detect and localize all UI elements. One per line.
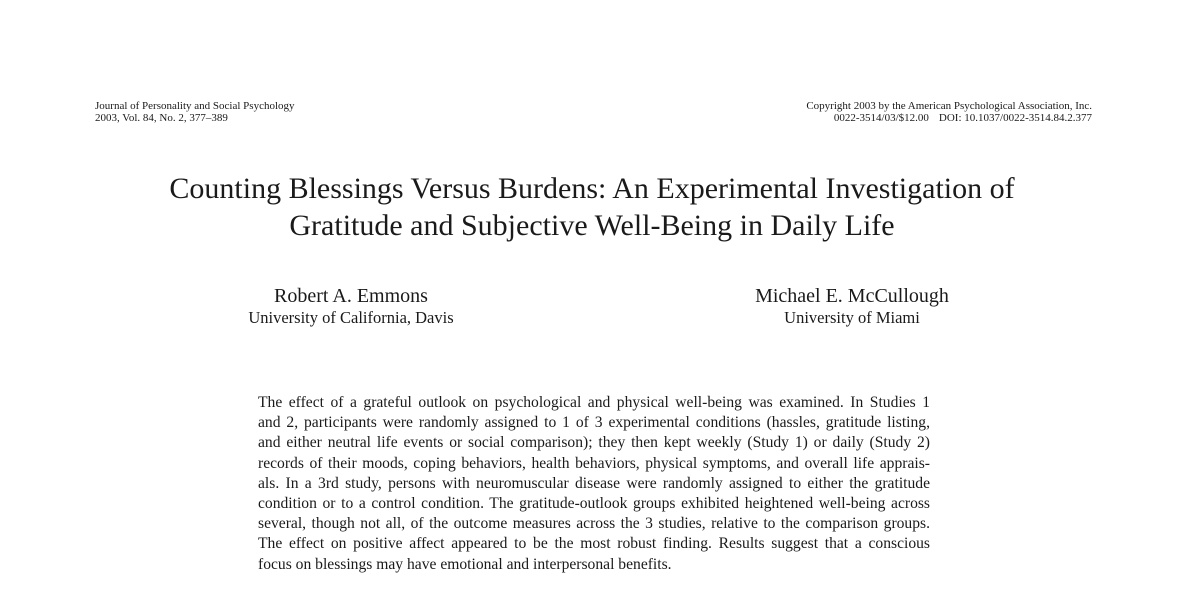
- issn: 0022-3514/03/$12.00: [833, 112, 929, 124]
- copyright-line: Copyright 2003 by the American Psychological Association, Inc.: [806, 100, 1092, 112]
- abstract-line: and either neutral life events or social comparison); they then kept weekly (Study 1) or daily (Study 2): [258, 434, 930, 452]
- abstract-line: condition or to a control condition. The gratitude-outlook groups exhibited heightened well-being across: [258, 495, 930, 513]
- abstract-line: several, though not all, of the outcome measures across the 3 studies, relative to the comparison groups.: [258, 515, 930, 533]
- abstract-line: focus on blessings may have emotional and interpersonal benefits.: [258, 555, 672, 573]
- paper-title: [0, 170, 1184, 244]
- abstract-line: The effect of a grateful outlook on psychological and physical well-being was examined. In Studies 1: [258, 394, 930, 411]
- journal-header: [95, 100, 295, 124]
- abstract-line: The effect on positive affect appeared to be the most robust finding. Results suggest that a conscious: [258, 535, 930, 553]
- author-block: [176, 284, 526, 328]
- title-line-1: Counting Blessings Versus Burdens: An Experimental Investigation of: [169, 172, 1015, 205]
- journal-name: Journal of Personality and Social Psychology: [95, 100, 295, 112]
- doi-line: [806, 112, 1092, 124]
- author-name: Michael E. McCullough: [755, 285, 949, 307]
- author-affiliation: University of Miami: [784, 308, 920, 327]
- author-affiliation: University of California, Davis: [248, 308, 454, 327]
- title-line-2: Gratitude and Subjective Well-Being in Daily Life: [289, 209, 895, 242]
- abstract-line: als. In a 3rd study, persons with neuromuscular disease were randomly assigned to either the gratitude: [258, 474, 930, 492]
- author-name: Robert A. Emmons: [274, 285, 428, 307]
- journal-issue: 2003, Vol. 84, No. 2, 377–389: [95, 112, 228, 124]
- abstract-line: and 2, participants were randomly assigned to 1 of 3 experimental conditions (hassles, gratitude listing,: [258, 414, 930, 432]
- doi: DOI: 10.1037/0022-3514.84.2.377: [938, 112, 1092, 124]
- abstract: [258, 393, 930, 575]
- abstract-line: records of their moods, coping behaviors, health behaviors, physical symptoms, and overall life apprais-: [258, 454, 930, 472]
- copyright-header: [806, 100, 1092, 124]
- author-block: [677, 284, 1027, 328]
